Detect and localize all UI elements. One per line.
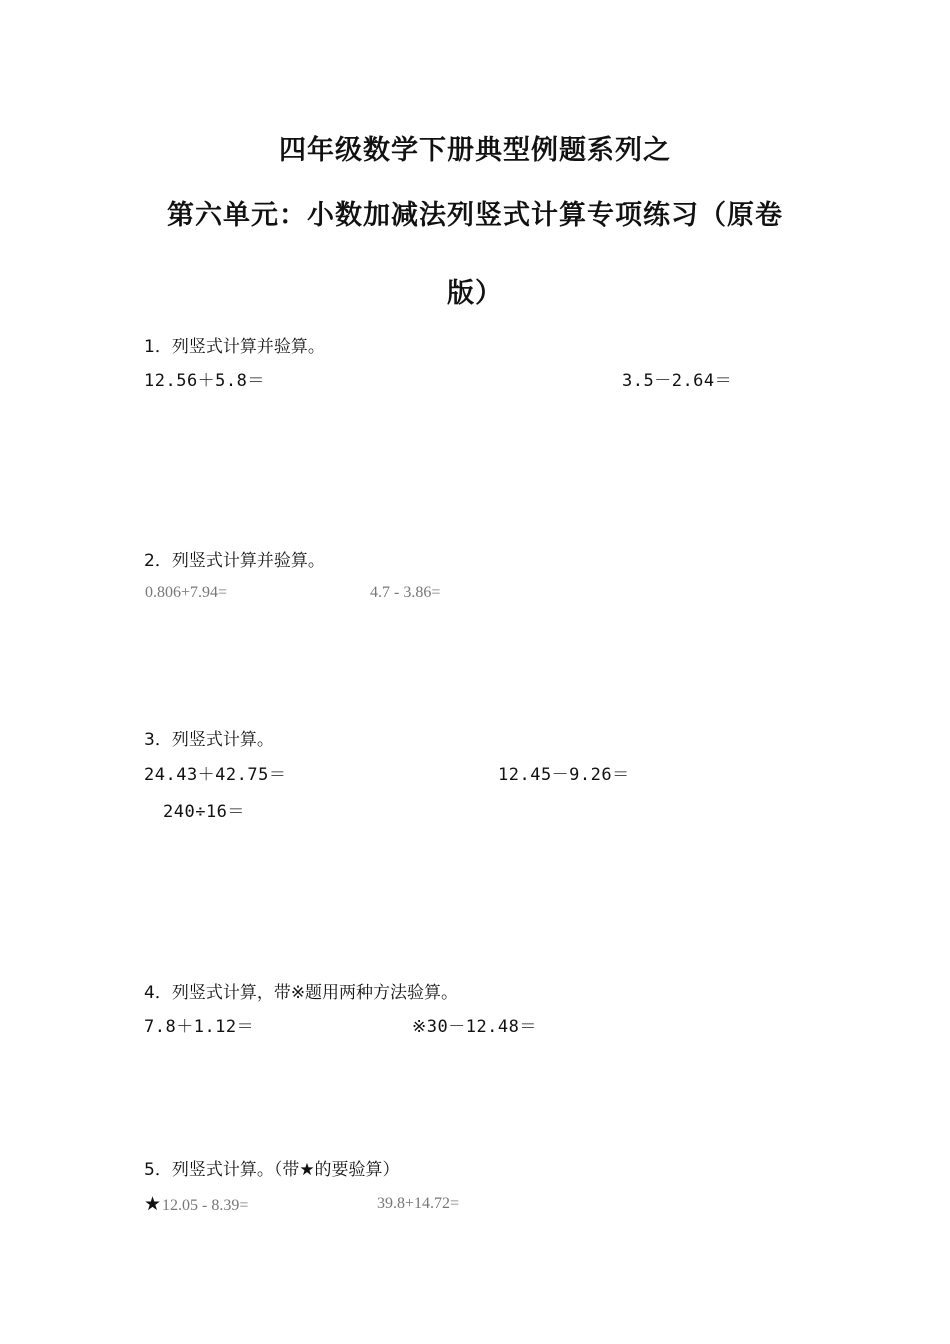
question-4-heading: 4．列竖式计算，带※题用两种方法验算。 [144,983,459,1003]
question-3-problem-2: 12.45－9.26＝ [498,765,630,785]
question-1-problem-1: 12.56＋5.8＝ [144,371,265,391]
question-4-problem-1: 7.8＋1.12＝ [144,1017,255,1037]
question-3-problem-3: 240÷16＝ [163,802,245,822]
question-5-heading: 5．列竖式计算。（带★的要验算） [144,1160,400,1180]
question-3-problem-1: 24.43＋42.75＝ [144,765,287,785]
question-5-problem-1 [144,1193,248,1217]
question-3-heading: 3．列竖式计算。 [144,730,274,750]
star-icon: ★ [144,1193,162,1215]
question-2-problem-1: 0.806+7.94= [145,584,228,601]
question-5-problem-1-text: 12.05 - 8.39= [162,1197,249,1214]
question-1-heading: 1．列竖式计算并验算。 [144,337,325,357]
title-line-3: 版） [447,278,503,309]
title-line-2: 第六单元：小数加减法列竖式计算专项练习（原卷 [167,200,783,231]
question-2-problem-2: 4.7 - 3.86= [370,584,441,601]
title-line-1: 四年级数学下册典型例题系列之 [279,135,671,166]
question-4-problem-2: ※30－12.48＝ [412,1017,537,1037]
question-1-problem-2: 3.5－2.64＝ [622,371,733,391]
question-5-problem-2: 39.8+14.72= [377,1195,460,1212]
question-2-heading: 2．列竖式计算并验算。 [144,551,325,571]
